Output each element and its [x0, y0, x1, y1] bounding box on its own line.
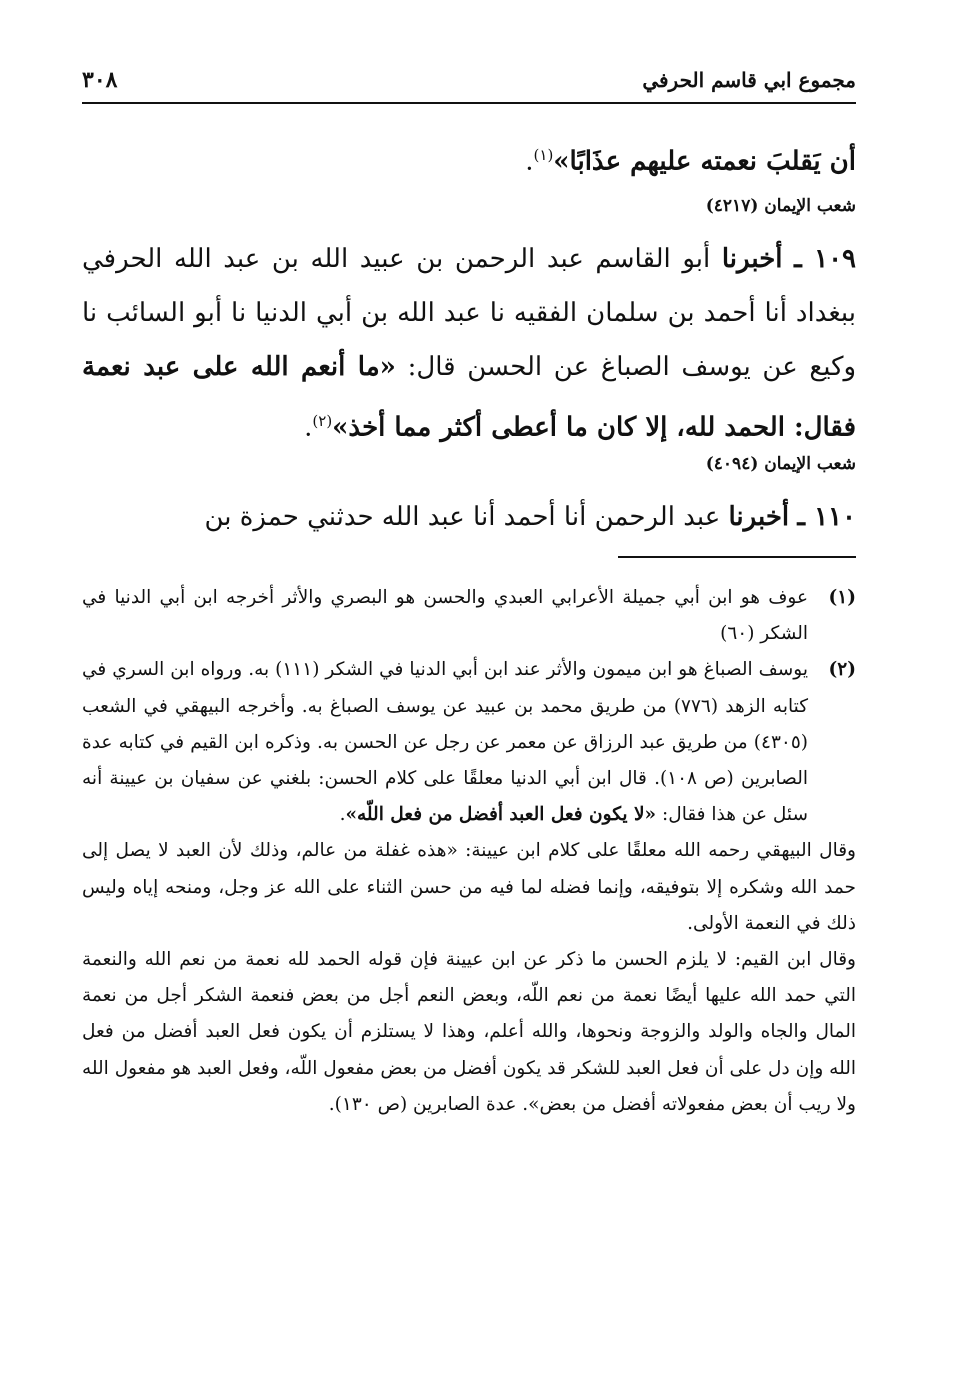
page-header [82, 58, 856, 104]
footnote-ref-2: (٢) [312, 412, 333, 430]
hadith-109-text: أبو القاسم عبد الرحمن بن عبيد الله بن عبد الله الحرفي ببغداد أنا أحمد بن سلمان الفقيه نا عبد الله بن أبي الدنيا نا أبو السائب نا وكيع عن يوسف الصباغ عن الحسن قال: [82, 244, 857, 382]
book-title: مجموع ابي قاسم الحرفي [642, 68, 856, 92]
top-fragment-tail: . [525, 146, 534, 177]
footnote-1-text: عوف هو ابن أبي جميلة الأعرابي العبدي والحسن هو البصري والأثر أخرجه ابن أبي الدنيا في الشكر (٦٠) [82, 587, 808, 645]
footnote-1-number: (١) [828, 587, 856, 608]
hadith-109-tail: . [304, 412, 313, 443]
footnote-2-p1-tail: . [339, 804, 346, 826]
hadith-110-text: عبد الرحمن أنا أحمد أنا عبد الله حدثني حمزة بن [204, 502, 721, 532]
hadith-110 [82, 490, 856, 544]
hadith-109 [82, 232, 856, 455]
top-fragment-bold: أن يَقلبَ نعمته عليهم عذَابًا» [553, 146, 856, 177]
page-number: ٣٠٨ [82, 67, 118, 93]
footnote-ref-1: (١) [533, 146, 554, 164]
hadith-110-lead: أخبرنا [728, 502, 790, 532]
footnote-2-p1-quote: «لا يكون فعل العبد أفضل من فعل اللّه» [345, 804, 657, 826]
footnote-1 [82, 580, 856, 652]
footnote-2 [82, 652, 856, 833]
footnote-2-paragraph-1 [82, 652, 808, 833]
hadith-109-quote: «ما أنعم الله على عبد نعمة فقال: الحمد لله، إلا كان ما أعطى أكثر مما أخذ» [82, 352, 856, 443]
footnote-2-paragraph-2: وقال البيهقي رحمه الله معلقًا على كلام ابن عيينة: «هذه غفلة من عالم، وذلك لأن العبد لا يصل إلى حمد الله وشكره إلا بتوفيقه، وإنما فضله لما فيه من حسن الثناء على الله عز وجل، ومنحه إياه وليس ذلك في النعمة الأولى. [82, 840, 856, 934]
top-fragment [82, 128, 856, 189]
hadith-110-number: ١١٠ ـ [797, 502, 856, 532]
hadith-109-number: ١٠٩ ـ [794, 244, 857, 274]
footnote-2-paragraph-3: وقال ابن القيم: لا يلزم الحسن ما ذكر عن ابن عيينة فإن قوله الحمد لله نعمة من نعم الله والنعمة التي حمد الله عليها أيضًا نعمة من نعم اللّه، وبعض النعم أجل من بعض فنعمة الشكر أجل من نعمة المال والجاه والولد والزوجة ونحوها، والله أعلم، وهذا لا يستلزم أن يكون فعل العبد أفضل من فعل الله وإن دل على أن فعل العبد للشكر قد يكون أفضل من بعض مفعول اللّه، وفعل العبد هو مفعول الله ولا ريب أن بعض مفعولاته أفضل من بعض». عدة الصابرين (ص ١٣٠). [82, 949, 856, 1115]
source-reference-2: شعب الإيمان (٤٠٩٤) [705, 454, 856, 474]
book-page [82, 0, 856, 1376]
footnote-2-number: (٢) [828, 659, 856, 681]
hadith-109-lead: أخبرنا [721, 244, 783, 274]
source-reference-1: شعب الإيمان (٤٢١٧) [705, 196, 856, 216]
footnote-separator [618, 556, 856, 558]
footnotes [82, 580, 856, 1123]
footnote-2-p1-text: يوسف الصباغ هو ابن ميمون والأثر عند ابن أبي الدنيا في الشكر (١١١) به. ورواه ابن السري في كتابه الزهد (٧٧٦) من طريق محمد بن عبيد عن يوسف الصباغ به. وأخرجه البيهقي في الشعب (٤٣٠٥) من طريق عبد الرزاق عن معمر عن رجل عن الحسن به. وذكره ابن القيم في كتابه عدة الصابرين (ص ١٠٨). قال ابن أبي الدنيا معلقًا على كلام الحسن: بلغني عن سفيان بن عيينة أنه سئل عن هذا فقال: [82, 659, 808, 826]
